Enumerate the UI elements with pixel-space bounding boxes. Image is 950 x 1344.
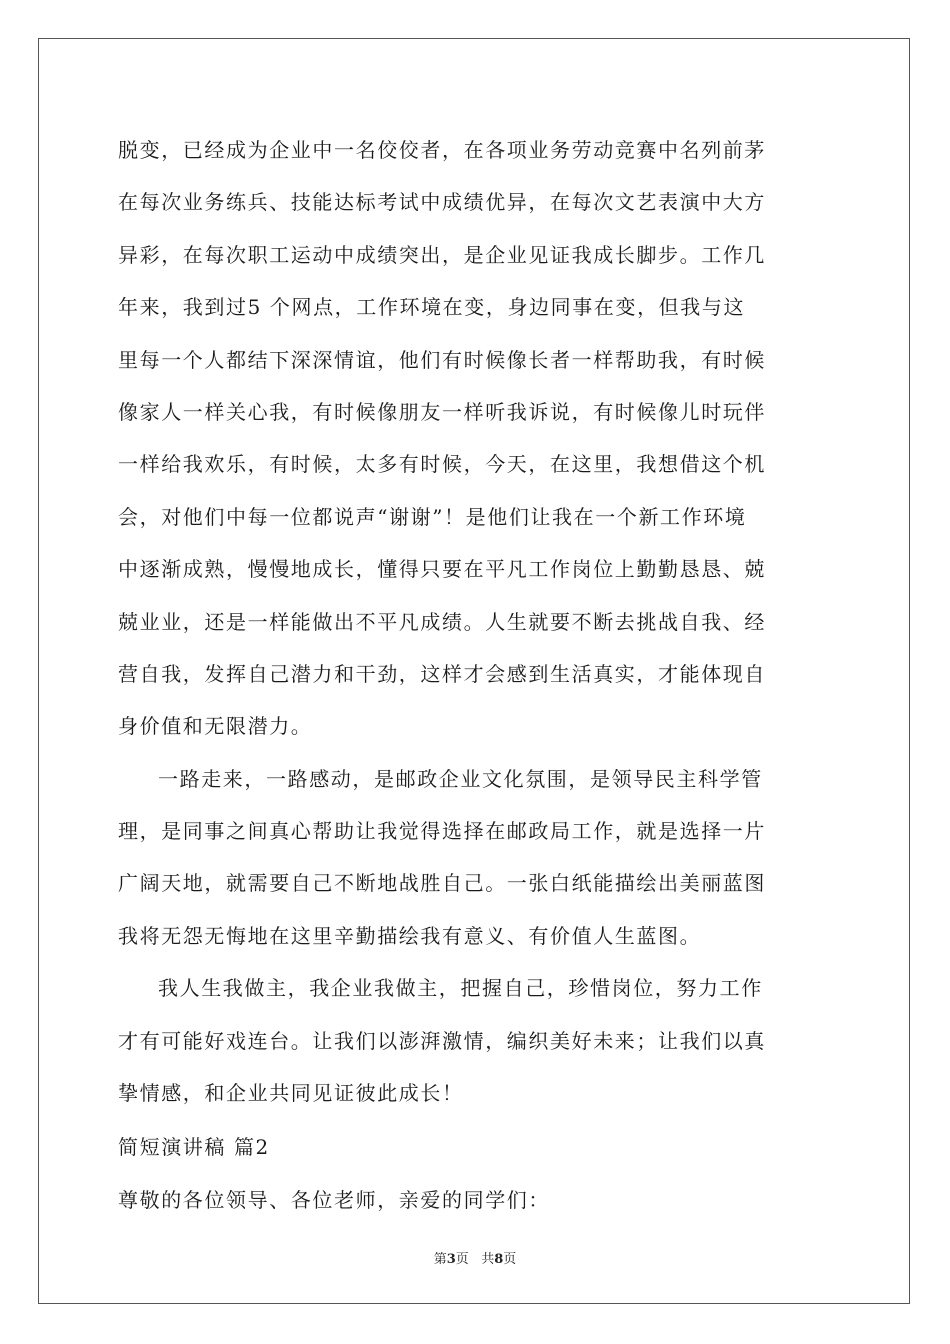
- text-line: 兢业业，还是一样能做出不平凡成绩。人生就要不断去挑战自我、经: [118, 609, 766, 634]
- text-line: 一样给我欢乐，有时候，太多有时候，今天，在这里，我想借这个机: [118, 452, 766, 477]
- text-line: 广阔天地，就需要自己不断地战胜自己。一张白纸能描绘出美丽蓝图: [118, 871, 766, 896]
- footer-page-prefix: 第: [433, 1252, 447, 1267]
- text-line: 中逐渐成熟，慢慢地成长，懂得只要在平凡工作岗位上勤勤恳恳、兢: [118, 557, 766, 582]
- text-line: 在每次业务练兵、技能达标考试中成绩优异，在每次文艺表演中大方: [118, 190, 766, 215]
- text-line: 营自我，发挥自己潜力和干劲，这样才会感到生活真实，才能体现自: [118, 661, 766, 686]
- section-title: 简短演讲稿 篇2: [118, 1135, 270, 1160]
- text-line: 理，是同事之间真心帮助让我觉得选择在邮政局工作，就是选择一片: [118, 819, 766, 844]
- text-line: 身价值和无限潜力。: [118, 714, 313, 739]
- text-line: 里每一个人都结下深深情谊，他们有时候像长者一样帮助我，有时候: [118, 347, 766, 372]
- text-line: 我人生我做主，我企业我做主，把握自己，珍惜岗位，努力工作: [158, 976, 763, 1001]
- footer-page-mid: 页 共: [455, 1252, 495, 1267]
- document-body: [118, 124, 838, 1226]
- text-line: 像家人一样关心我，有时候像朋友一样听我诉说，有时候像儿时玩伴: [118, 399, 766, 424]
- footer-total-pages: 8: [494, 1252, 504, 1267]
- paragraph-1: [118, 124, 838, 753]
- text-line: 才有可能好戏连台。让我们以澎湃激情，编织美好未来；让我们以真: [118, 1028, 766, 1053]
- text-line: 脱变，已经成为企业中一名佼佼者，在各项业务劳动竞赛中名列前茅: [118, 138, 766, 162]
- text-line: 挚情感，和企业共同见证彼此成长！: [118, 1081, 464, 1106]
- footer-page-number: 3: [446, 1252, 456, 1267]
- paragraph-3: [118, 962, 838, 1119]
- salutation: 尊敬的各位领导、各位老师，亲爱的同学们：: [118, 1187, 550, 1212]
- text-line: 一路走来，一路感动，是邮政企业文化氛围，是领导民主科学管: [158, 766, 763, 791]
- page-footer: [0, 1248, 950, 1267]
- text-line: 异彩，在每次职工运动中成绩突出，是企业见证我成长脚步。工作几: [118, 242, 766, 267]
- paragraph-2: [118, 753, 838, 963]
- footer-page-suffix: 页: [503, 1252, 517, 1267]
- text-line: 我将无怨无悔地在这里辛勤描绘我有意义、有价值人生蓝图。: [118, 923, 702, 948]
- text-line: 会，对他们中每一位都说声“谢谢”！是他们让我在一个新工作环境: [118, 504, 747, 529]
- text-line: 年来，我到过5 个网点，工作环境在变，身边同事在变，但我与这: [118, 295, 746, 320]
